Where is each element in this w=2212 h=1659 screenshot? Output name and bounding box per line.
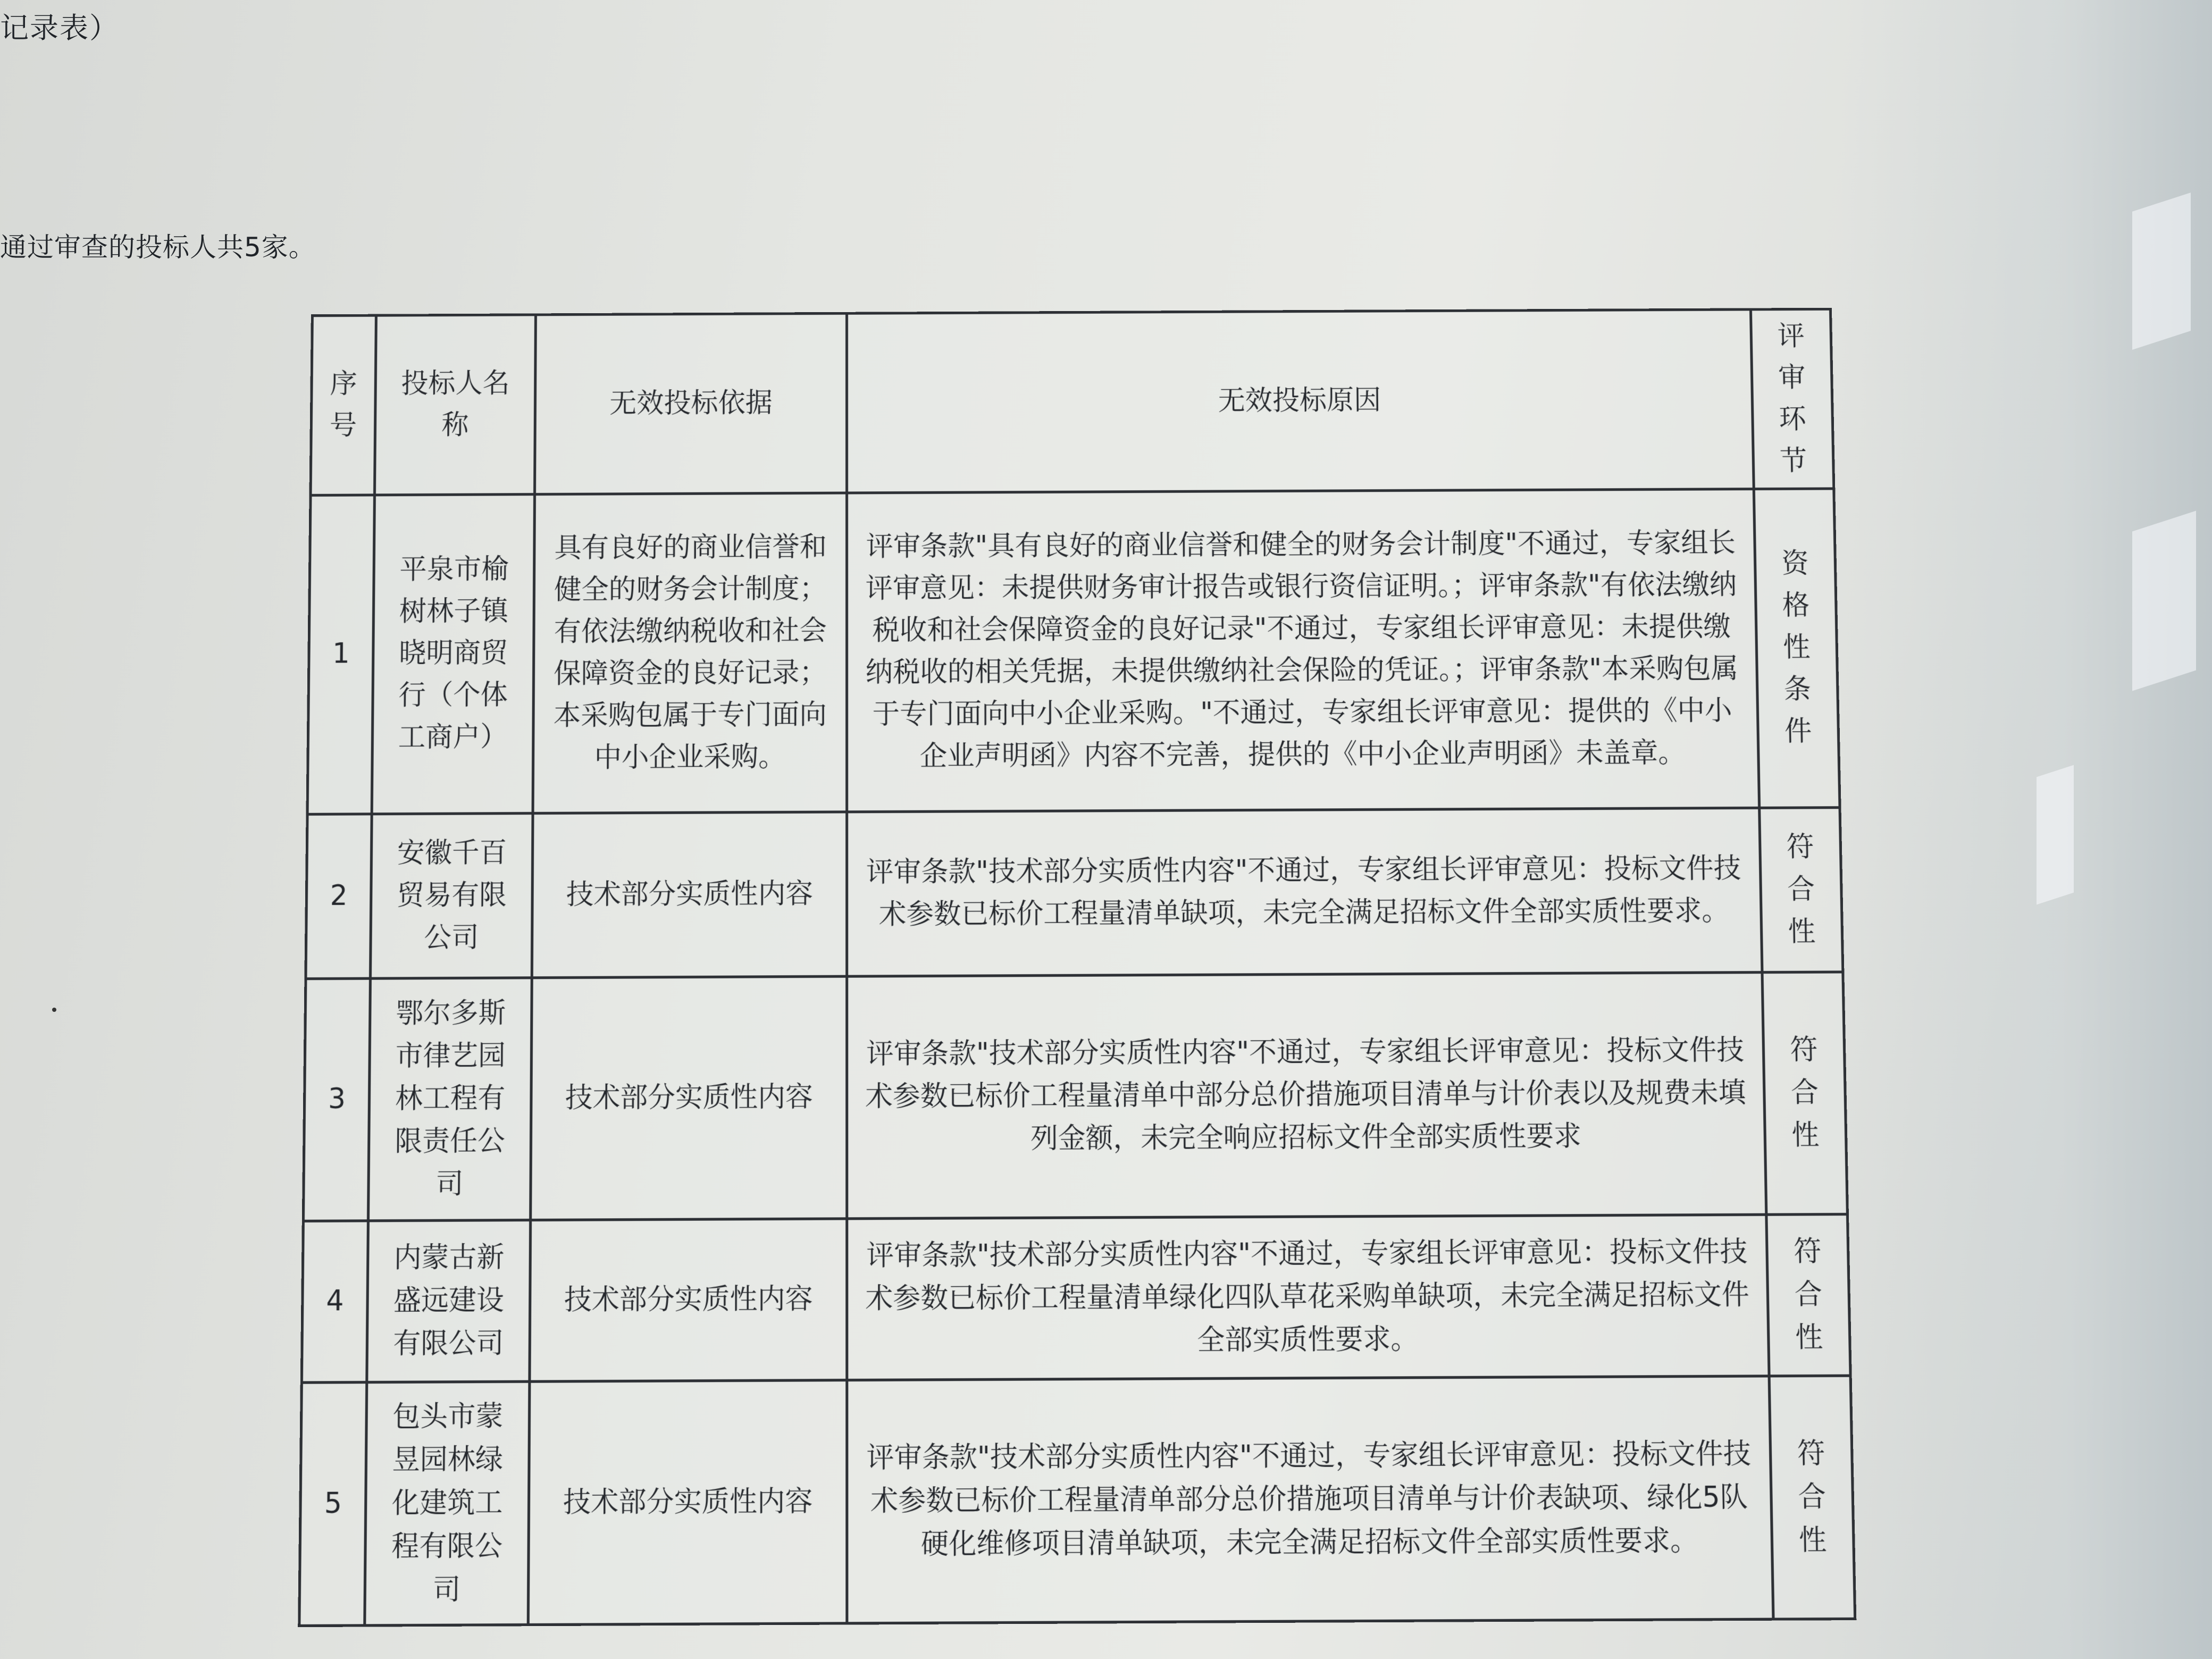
header-fragment: 记录表）	[0, 11, 119, 45]
cell-invalid-reason: 评审条款"具有良好的商业信誉和健全的财务会计制度"不通过，专家组长评审意见：未提供财务审计报告或银行资信证明。；评审条款"有依法缴纳税收和社会保障资金的良好记录"不通过，专家组长评审意见：未提供缴纳税收的相关凭据，未提供缴纳社会保险的凭证。；评审条款"本采购包属于专门面向中小企业采购。"不通过，专家组长评审意见：提供的《中小企业声明函》内容不完善，提供的《中小企业声明函》未盖章。	[847, 489, 1759, 812]
table-row	[303, 972, 1847, 1221]
cell-invalid-reason: 评审条款"技术部分实质性内容"不通过，专家组长评审意见：投标文件技术参数已标价工程量清单部分总价措施项目清单与计价表缺项、绿化5队硬化维修项目清单缺项，未完全满足招标文件全部实质性要求。	[847, 1376, 1773, 1623]
cell-invalid-reason: 评审条款"技术部分实质性内容"不通过，专家组长评审意见：投标文件技术参数已标价工程量清单中部分总价措施项目清单与计价表以及规费未填列金额，未完全响应招标文件全部实质性要求	[847, 973, 1766, 1219]
cell-bidder-name: 平泉市榆树林子镇晓明商贸行（个体工商户）	[372, 495, 534, 814]
header-seq: 序号	[311, 315, 376, 495]
table-row	[307, 489, 1840, 814]
window-reflection	[2132, 511, 2196, 691]
cell-seq: 4	[301, 1221, 368, 1382]
table-header-row	[311, 309, 1834, 495]
cell-bidder-name: 内蒙古新盛远建设有限公司	[367, 1220, 531, 1382]
cell-seq: 3	[303, 978, 370, 1221]
invalid-bid-table	[298, 308, 1856, 1627]
stray-dot	[52, 1008, 56, 1012]
cell-bidder-name: 包头市蒙昱园林绿化建筑工程有限公司	[365, 1381, 530, 1626]
cell-invalid-reason: 评审条款"技术部分实质性内容"不通过，专家组长评审意见：投标文件技术参数已标价工程量清单缺项，未完全满足招标文件全部实质性要求。	[847, 808, 1762, 976]
header-bidder-name: 投标人名称	[374, 315, 535, 495]
cell-invalid-basis: 技术部分实质性内容	[531, 976, 847, 1220]
cell-review-stage: 符合性	[1766, 1214, 1850, 1376]
cell-bidder-name: 鄂尔多斯市律艺园林工程有限责任公司	[368, 978, 532, 1221]
window-reflection	[2037, 765, 2074, 905]
cell-seq: 5	[299, 1382, 367, 1626]
invalid-bid-table-wrapper	[298, 308, 1854, 1627]
header-review-stage: 评审环节	[1750, 309, 1833, 489]
cell-seq: 1	[307, 495, 374, 814]
cell-bidder-name: 安徽千百贸易有限公司	[370, 813, 533, 978]
cell-invalid-basis: 具有良好的商业信誉和健全的财务会计制度；有依法缴纳税收和社会保障资金的良好记录；本采购包属于专门面向中小企业采购。	[533, 493, 847, 813]
cell-invalid-basis: 技术部分实质性内容	[532, 812, 847, 978]
intro-text: 通过审查的投标人共5家。	[0, 232, 316, 263]
table-row	[306, 808, 1843, 979]
cell-invalid-basis: 技术部分实质性内容	[530, 1219, 847, 1381]
window-reflection	[2132, 192, 2191, 350]
cell-review-stage: 符合性	[1759, 808, 1843, 973]
cell-seq: 2	[306, 814, 372, 979]
header-invalid-reason: 无效投标原因	[847, 309, 1754, 493]
table-row	[299, 1376, 1855, 1626]
cell-invalid-basis: 技术部分实质性内容	[528, 1380, 847, 1625]
header-invalid-basis: 无效投标依据	[535, 313, 847, 494]
cell-review-stage: 资格性条件	[1754, 489, 1840, 808]
cell-invalid-reason: 评审条款"技术部分实质性内容"不通过，专家组长评审意见：投标文件技术参数已标价工程量清单绿化四队草花采购单缺项，未完全满足招标文件全部实质性要求。	[847, 1214, 1769, 1380]
cell-review-stage: 符合性	[1769, 1376, 1855, 1619]
table-row	[301, 1214, 1850, 1383]
cell-review-stage: 符合性	[1762, 972, 1847, 1214]
